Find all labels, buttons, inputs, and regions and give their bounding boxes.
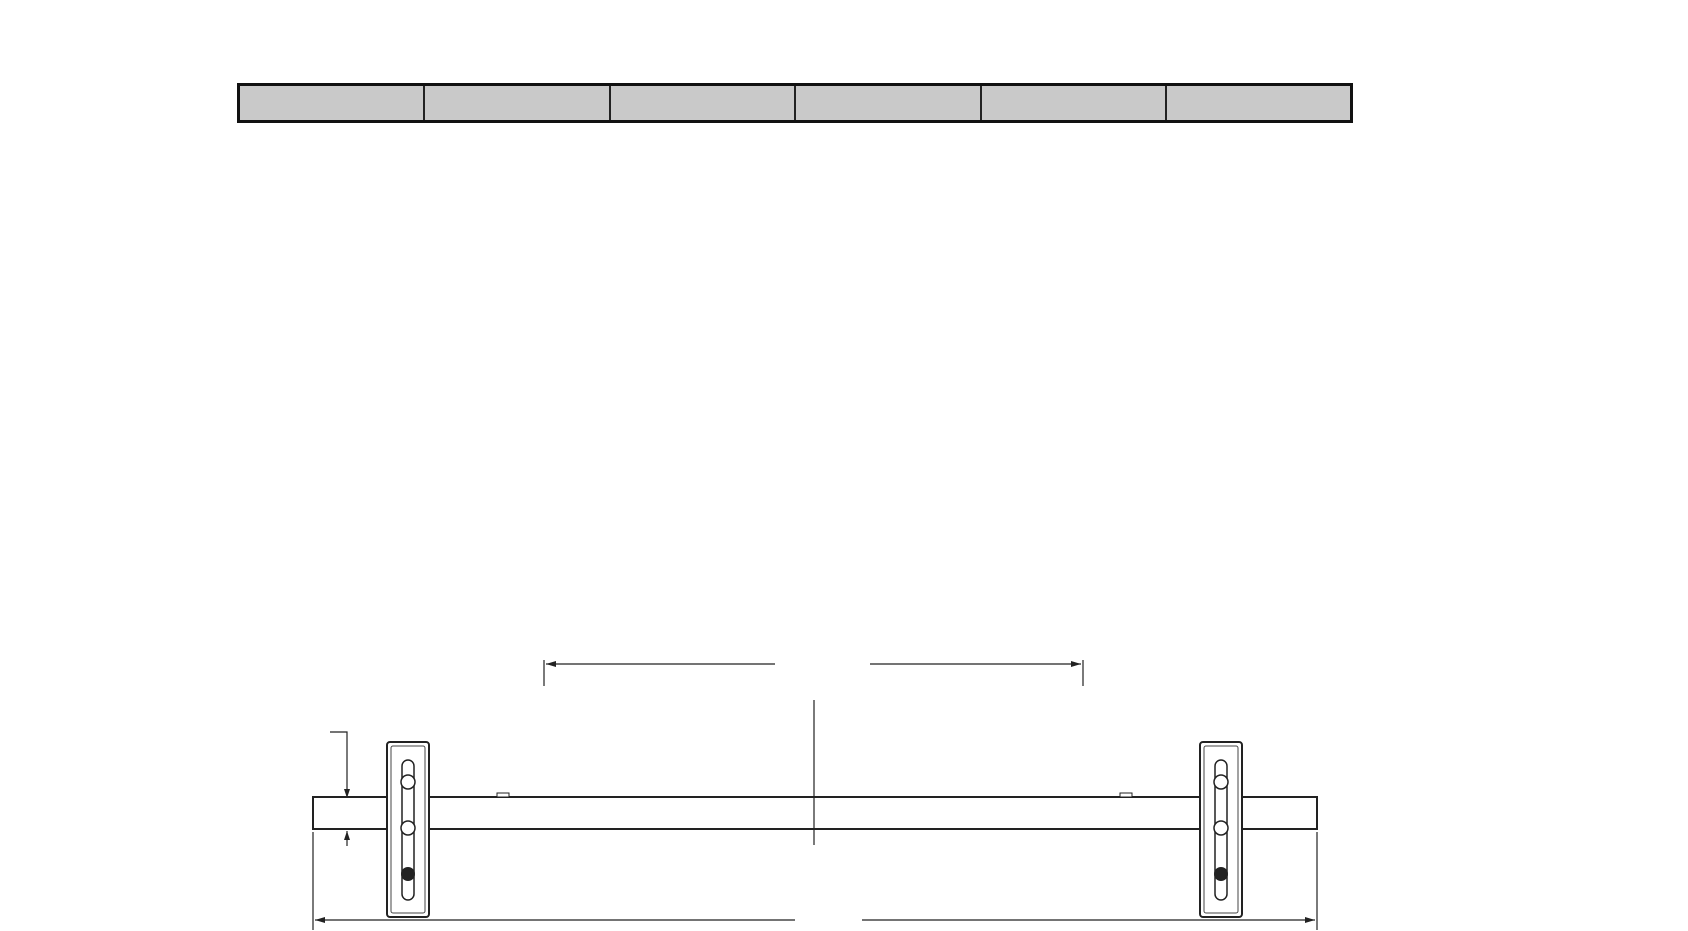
dimension-b-annotation bbox=[544, 660, 1083, 686]
header-dimension-b bbox=[795, 85, 981, 122]
dimension-a-annotation bbox=[313, 832, 1317, 930]
left-mount-bracket bbox=[387, 742, 429, 917]
table-header-row bbox=[239, 85, 1352, 122]
header-dimension-c bbox=[981, 85, 1166, 122]
scraper-technical-drawing bbox=[0, 640, 1688, 931]
header-dimension-a bbox=[610, 85, 795, 122]
header-belt-width bbox=[424, 85, 610, 122]
shaft bbox=[313, 797, 1317, 829]
right-mount-bracket bbox=[1200, 742, 1242, 917]
header-part-number bbox=[239, 85, 424, 122]
dimension-table bbox=[237, 83, 1353, 123]
header-blade-count bbox=[1166, 85, 1352, 122]
